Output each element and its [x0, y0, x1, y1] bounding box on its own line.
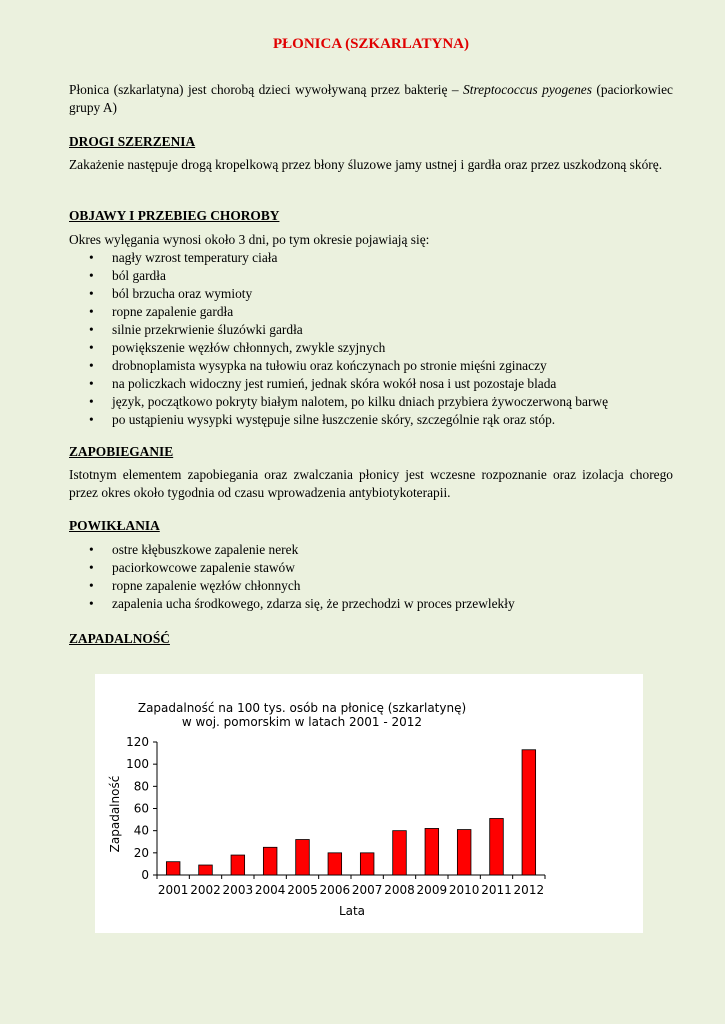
chart-y-axis — [126, 735, 157, 882]
list-item-text: powiększenie węzłów chłonnych, zwykle szyjnych — [112, 340, 386, 355]
intro-text — [69, 81, 673, 117]
list-item — [69, 321, 673, 339]
heading-objawy: OBJAWY I PRZEBIEG CHOROBY — [69, 208, 280, 223]
chart-x-axis — [157, 875, 545, 897]
list-item-text: ból brzucha oraz wymioty — [112, 286, 253, 301]
x-tick-label: 2002 — [190, 883, 221, 897]
y-tick-label: 80 — [133, 779, 149, 794]
chart-title-line2: w woj. pomorskim w latach 2001 - 2012 — [181, 715, 423, 729]
bullet-icon: • — [89, 560, 94, 575]
chart-svg — [95, 674, 643, 933]
bullet-icon: • — [89, 578, 94, 593]
bar-2002 — [199, 865, 213, 875]
list-powiklania — [69, 541, 673, 613]
section-zapobieganie — [69, 443, 673, 502]
list-item-text: paciorkowcowe zapalenie stawów — [112, 560, 295, 575]
list-item — [69, 411, 673, 429]
list-item — [69, 595, 673, 613]
list-item-text: ból gardła — [112, 268, 166, 283]
x-tick-label: 2010 — [448, 883, 480, 897]
section-zapadalnosc — [69, 630, 673, 648]
heading-powiklania: POWIKŁANIA — [69, 518, 160, 533]
list-item-text: na policzkach widoczny jest rumień, jednak skóra wokół nosa i ust pozostaje blada — [112, 376, 557, 391]
y-tick-label: 40 — [133, 823, 149, 838]
list-item-text: język, początkowo pokryty białym nalotem, po kilku dniach przybiera żywoczerwoną barwę — [112, 394, 609, 409]
bar-2003 — [231, 855, 245, 875]
bar-2009 — [425, 828, 439, 875]
list-item — [69, 541, 673, 559]
list-item — [69, 559, 673, 577]
y-tick-label: 20 — [133, 845, 149, 860]
x-tick-label: 2003 — [222, 883, 254, 897]
list-item-text: ostre kłębuszkowe zapalenie nerek — [112, 542, 299, 557]
list-item-text: drobnoplamista wysypka na tułowiu oraz kończynach po stronie mięśni zginaczy — [112, 358, 547, 373]
bar-2004 — [263, 847, 277, 875]
bullet-icon: • — [89, 376, 94, 391]
bullet-icon: • — [89, 286, 94, 301]
bar-2011 — [490, 818, 504, 875]
intro-species: Streptococcus pyogenes — [463, 82, 592, 97]
bar-2001 — [166, 862, 180, 875]
text-zapobieganie: Istotnym elementem zapobiegania oraz zwalczania płonicy jest wczesne rozpoznanie oraz izolacja chorego przez okres około tygodnia od czasu wprowadzenia antybiotykoterapii. — [69, 467, 673, 500]
chart-bars — [166, 750, 535, 875]
bullet-icon: • — [89, 322, 94, 337]
bar-2005 — [296, 840, 310, 875]
incidence-chart — [95, 674, 643, 933]
x-tick-label: 2004 — [254, 883, 286, 897]
bullet-icon: • — [89, 542, 94, 557]
section-powiklania — [69, 517, 673, 613]
bullet-icon: • — [89, 596, 94, 611]
bar-2010 — [457, 830, 471, 875]
x-tick-label: 2001 — [157, 883, 189, 897]
list-item — [69, 577, 673, 595]
x-tick-label: 2008 — [384, 883, 415, 897]
bullet-icon: • — [89, 412, 94, 427]
text-objawy: Okres wylęgania wynosi około 3 dni, po tym okresie pojawiają się: — [69, 232, 430, 247]
list-item-text: zapalenia ucha środkowego, zdarza się, że przechodzi w proces przewlekły — [112, 596, 515, 611]
text-drogi: Zakażenie następuje drogą kropelkową przez błony śluzowe jamy ustnej i gardła oraz przez uszkodzoną skórę. — [69, 157, 663, 172]
bullet-icon: • — [89, 268, 94, 283]
heading-drogi: DROGI SZERZENIA — [69, 134, 196, 149]
intro-text-after: (paciorkowiec grupy A) — [69, 82, 673, 115]
list-objawy — [69, 249, 673, 429]
heading-zapobieganie: ZAPOBIEGANIE — [69, 444, 174, 459]
list-item-text: ropne zapalenie gardła — [112, 304, 234, 319]
list-item-text: ropne zapalenie węzłów chłonnych — [112, 578, 301, 593]
heading-zapadalnosc: ZAPADALNOŚĆ — [69, 631, 170, 646]
bullet-icon: • — [89, 340, 94, 355]
list-item — [69, 303, 673, 321]
bullet-icon: • — [89, 304, 94, 319]
list-item — [69, 357, 673, 375]
bullet-icon: • — [89, 358, 94, 373]
intro-text-before: Płonica (szkarlatyna) jest chorobą dzieci wywoływaną przez bakterię – — [69, 82, 464, 97]
list-item — [69, 375, 673, 393]
bar-2008 — [393, 831, 407, 875]
list-item — [69, 267, 673, 285]
y-tick-label: 60 — [133, 801, 149, 816]
x-tick-label: 2005 — [287, 883, 318, 897]
x-tick-label: 2012 — [513, 883, 545, 897]
x-tick-label: 2006 — [319, 883, 351, 897]
x-tick-label: 2007 — [351, 883, 383, 897]
list-item-text: nagły wzrost temperatury ciała — [112, 250, 278, 265]
y-tick-label: 120 — [126, 735, 149, 749]
list-item — [69, 393, 673, 411]
y-tick-label: 0 — [141, 868, 149, 882]
list-item — [69, 249, 673, 267]
list-item — [69, 339, 673, 357]
chart-xlabel: Lata — [338, 904, 366, 918]
bar-2007 — [360, 853, 374, 875]
bar-2006 — [328, 853, 342, 875]
intro-paragraph — [69, 81, 673, 117]
bar-2012 — [522, 750, 536, 875]
x-tick-label: 2011 — [481, 883, 512, 897]
x-tick-label: 2009 — [416, 883, 448, 897]
section-objawy — [69, 207, 673, 429]
y-tick-label: 100 — [126, 757, 149, 772]
chart-title-line1: Zapadalność na 100 tys. osób na płonicę (szkarlatynę) — [137, 701, 467, 715]
list-item-text: po ustąpieniu wysypki występuje silne łuszczenie skóry, szczególnie rąk oraz stóp. — [112, 412, 556, 427]
list-item — [69, 285, 673, 303]
chart-ylabel: Zapadalność — [108, 775, 122, 853]
list-item-text: silnie przekrwienie śluzówki gardła — [112, 322, 303, 337]
section-drogi — [69, 133, 673, 174]
page-title: PŁONICA (SZKARLATYNA) — [273, 36, 469, 52]
bullet-icon: • — [89, 394, 94, 409]
bullet-icon: • — [89, 250, 94, 265]
